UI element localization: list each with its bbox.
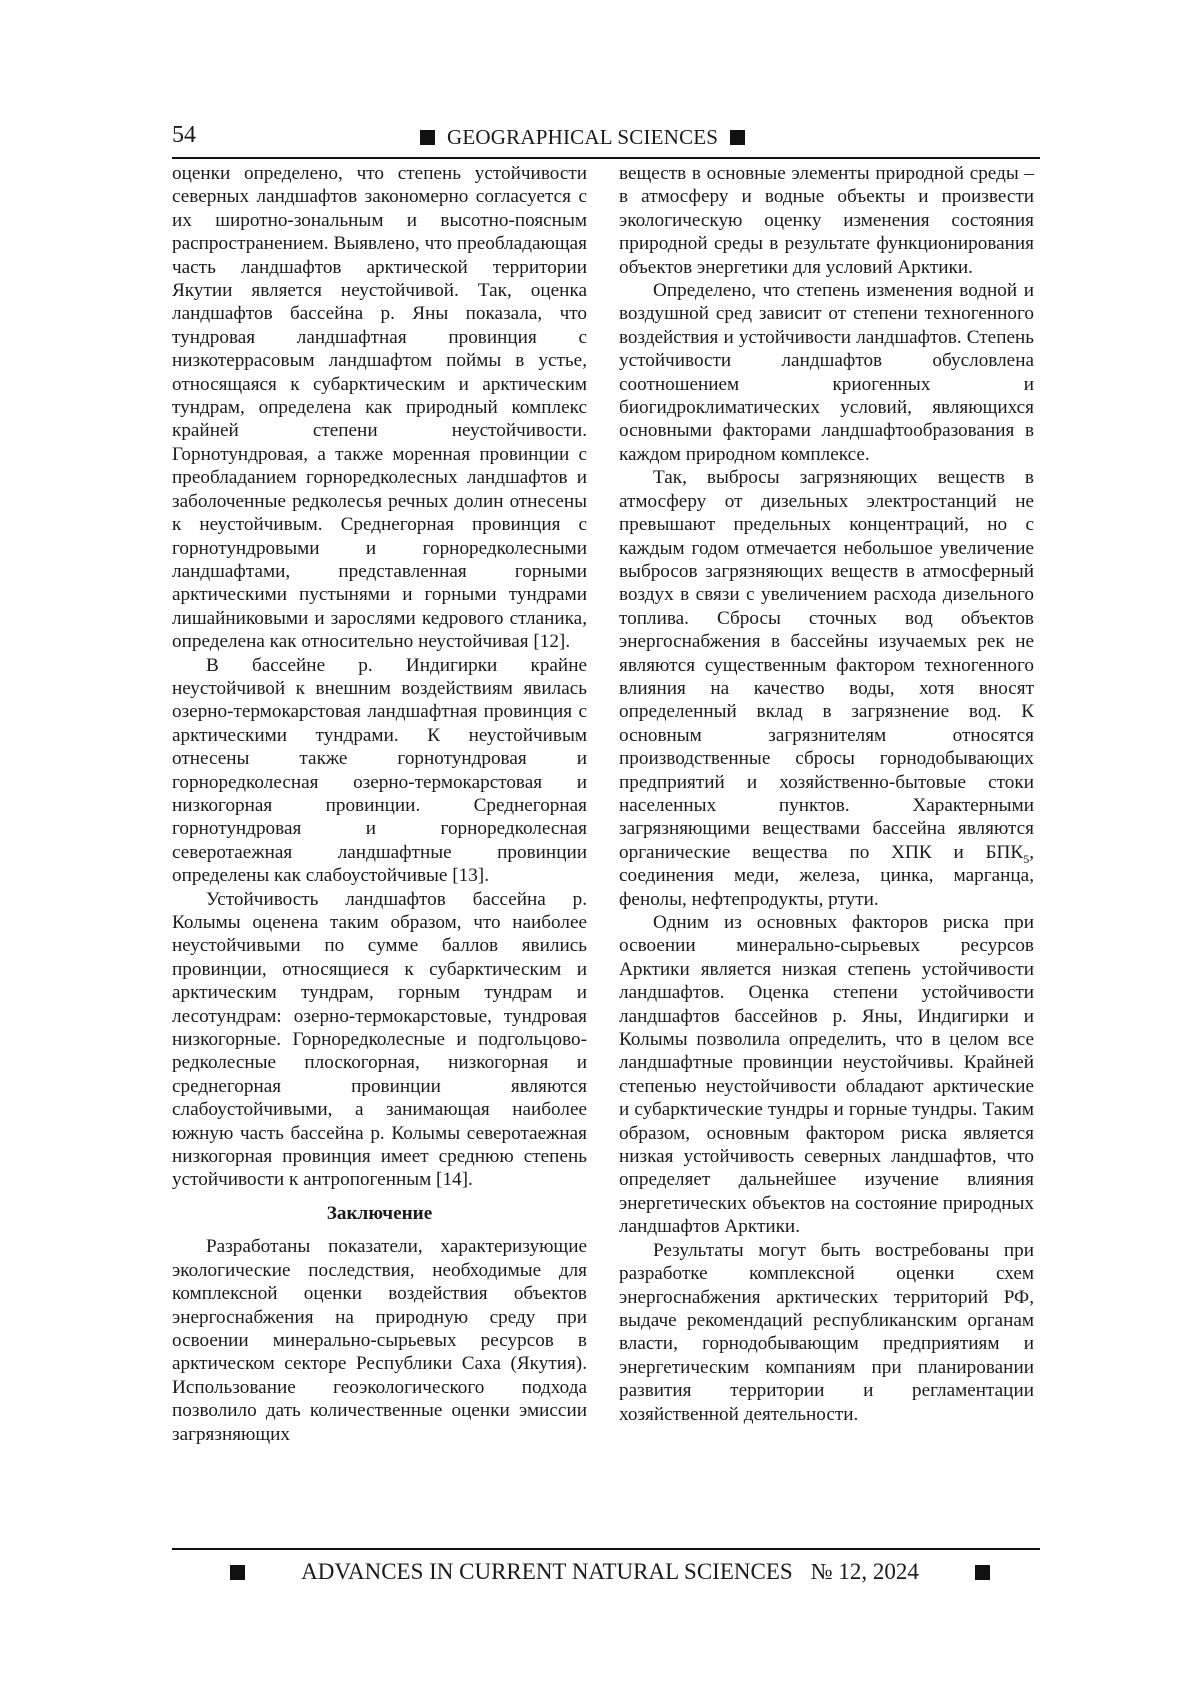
- square-bullet-icon: [730, 130, 745, 145]
- square-bullet-icon: [230, 1565, 245, 1580]
- paragraph-text: , соединения меди, железа, цинка, марганца, фенолы, нефтепродукты, ртути.: [619, 841, 1034, 910]
- journal-name: ADVANCES IN CURRENT NATURAL SCIENCES: [301, 1559, 793, 1584]
- square-bullet-icon: [420, 130, 435, 145]
- paragraph: [619, 466, 1034, 911]
- footer-rule: [172, 1548, 1040, 1550]
- paragraph: В бассейне р. Индигирки крайне неустойчивой к внешним воздействиям явилась озерно-термокарстовая ландшафтная провинция с арктическими тундрами. К неустойчивым отнесены также горнотундровая и горноредколесная озерно-термокарстовая и низкогорная провинции. Среднегорная горнотундровая и горноредколесная северотаежная ландшафтные провинции определены как слабоустойчивые [13].: [172, 654, 587, 887]
- paragraph: Определено, что степень изменения водной и воздушной сред зависит от степени техногенного воздействия и устойчивости ландшафтов. Степень устойчивости ландшафтов обусловлена соотношением криогенных и биогидроклиматических условий, являющихся основными факторами ландшафтообразования в каждом природном комплексе.: [619, 280, 1034, 465]
- paragraph: Одним из основных факторов риска при освоении минерально-сырьевых ресурсов Арктики является низкая степень устойчивости ландшафтов. Оценка степени устойчивости ландшафтов бассейнов р. Яны, Индигирки и Колымы позволила определить, что в целом все ландшафтные провинции неустойчивы. Крайней степенью неустойчивости обладают арктические и субарктические тундры и горные тундры. Таким образом, основным фактором риска является низкая устойчивость северных ландшафтов, что определяет дальнейшее изучение влияния энергетических объектов на состояние природных ландшафтов Арктики.: [619, 912, 1034, 1238]
- footer-text: [301, 1558, 919, 1586]
- paragraph: оценки определено, что степень устойчивости северных ландшафтов закономерно согласуется с их широтно-зональным и высотно-поясным распространением. Выявлено, что преобладающая часть ландшафтов арктической территории Якутии является неустойчивой. Так, оценка ландшафтов бассейна р. Яны показала, что тундровая ландшафтная провинция с низкотеррасовым ландшафтом поймы в устье, относящаяся к субарктическим и арктическим тундрам, определена как природный комплекс крайней степени неустойчивости. Горнотундровая, а также моренная провинции с преобладанием горноредколесных ландшафтов и заболоченные редколесья речных долин отнесены к неустойчивым. Среднегорная провинция с горнотундровыми и горноредколесными ландшафтами, представленная горными арктическими пустынями и горными тундрами лишайниковыми и зарослями кедрового стланика, определена как относительно неустойчивая [12].: [172, 163, 587, 653]
- right-column: [619, 162, 1034, 1426]
- running-head: [420, 124, 745, 150]
- conclusion-heading: Заключение: [326, 1202, 433, 1224]
- paragraph: веществ в основные элементы природной среды – в атмосферу и водные объекты и произвести экологическую оценку изменения состояния природной среды в результате функционирования объектов энергетики для условий Арктики.: [619, 163, 1034, 278]
- section-title: GEOGRAPHICAL SCIENCES: [447, 125, 719, 149]
- issue-number: № 12, 2024: [810, 1559, 919, 1584]
- paragraph: Разработаны показатели, характеризующие экологические последствия, необходимые для комплексной оценки воздействия объектов энергоснабжения на природную среду при освоении минерально-сырьевых ресурсов в арктическом секторе Республики Саха (Якутия). Использование геоэкологического подхода позволило дать количественные оценки эмиссии загрязняющих: [172, 1236, 587, 1445]
- subscript: 5: [1023, 851, 1030, 866]
- page-number: 54: [172, 122, 196, 148]
- paragraph: Результаты могут быть востребованы при разработке комплексной оценки схем энергоснабжения арктических территорий РФ, выдаче рекомендаций республиканским органам власти, горнодобывающим предприятиям и энергетическим компаниям при планировании развития территории и регламентации хозяйственной деятельности.: [619, 1239, 1034, 1425]
- page-footer: [230, 1558, 990, 1586]
- header-rule: [172, 157, 1040, 159]
- left-column: [172, 162, 587, 1446]
- paragraph-text: Так, выбросы загрязняющих веществ в атмосферу от дизельных электростанций не превышают предельных концентраций, но с каждым годом отмечается небольшое увеличение выбросов загрязняющих веществ в атмосферный воздух в связи с увеличением расхода дизельного топлива. Сбросы сточных вод объектов энергоснабжения в бассейны изучаемых рек не являются существенным фактором техногенного влияния на качество воды, хотя вносят определенный вклад в загрязнение вод. К основным загрязнителям относятся производственные сбросы горнодобывающих предприятий и хозяйственно-бытовые стоки населенных пунктов. Характерными загрязняющими веществами бассейна являются органические вещества по ХПК и БПК: [619, 467, 1034, 863]
- square-bullet-icon: [975, 1565, 990, 1580]
- paragraph: Устойчивость ландшафтов бассейна р. Колымы оценена таким образом, что наиболее неустойчивыми по сумме баллов явились провинции, относящиеся к субарктическим и арктическим тундрам, горным тундрам и лесотундрам: озерно-термокарстовые, тундровая низкогорные. Горноредколесные и подгольцово-редколесные плоскогорная, низкогорная и среднегорная провинции являются слабоустойчивыми, а занимающая наиболее южную часть бассейна р. Колымы северотаежная низкогорная провинция имеет среднюю степень устойчивости к антропогенным [14].: [172, 888, 587, 1191]
